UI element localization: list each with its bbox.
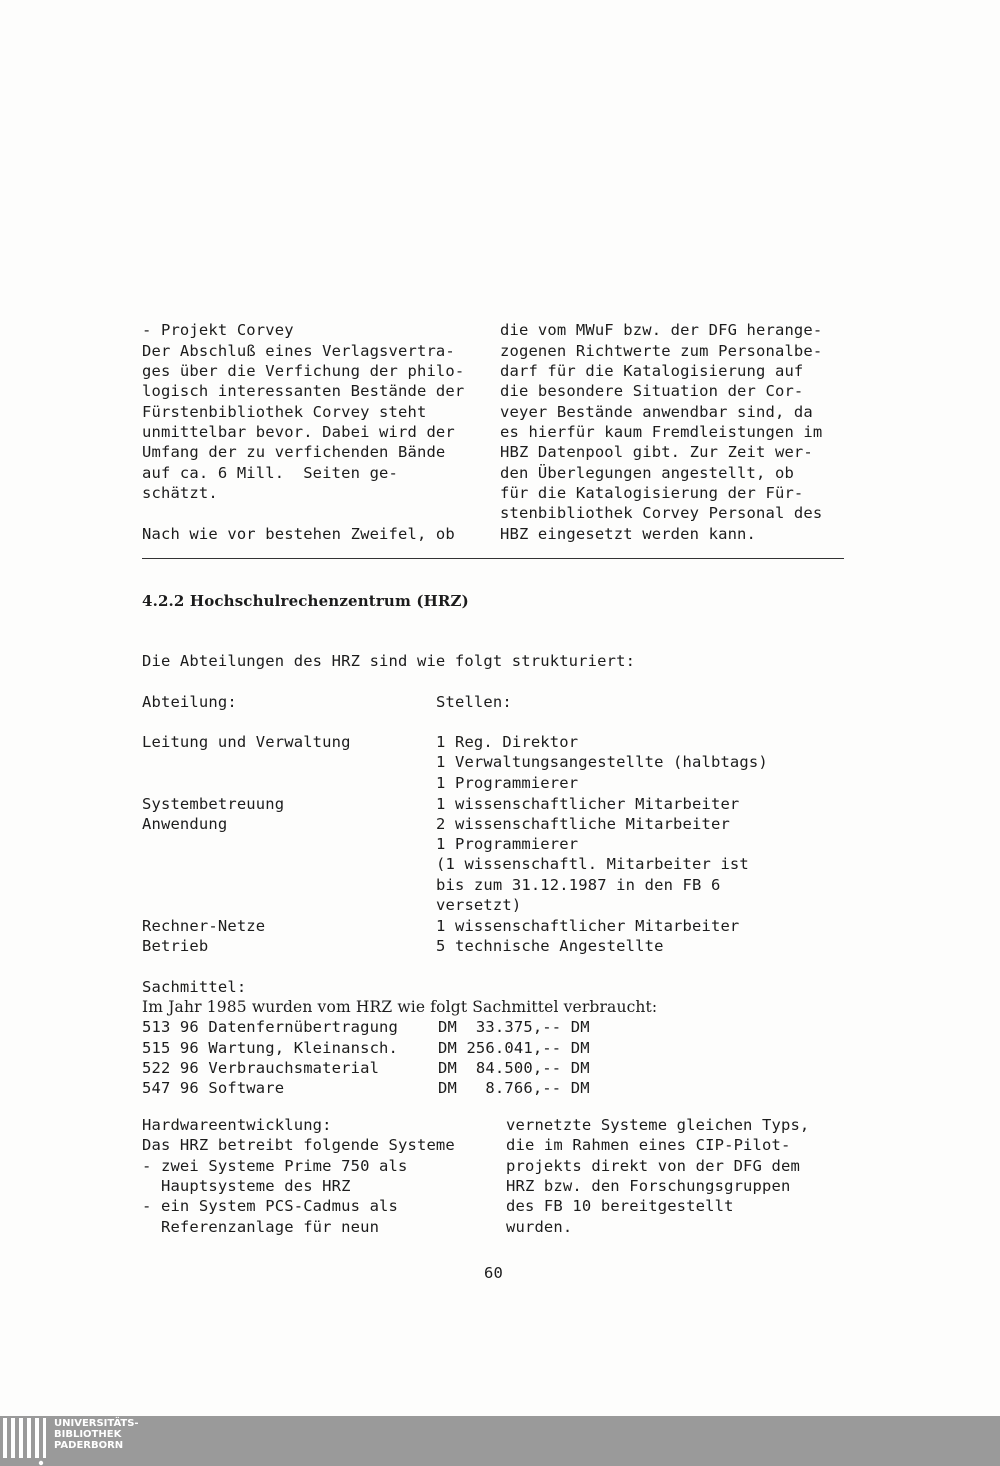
text-line: HRZ bzw. den Forschungsgruppen (506, 1177, 791, 1195)
logo-line: BIBLIOTHEK (54, 1429, 122, 1440)
text-line: Umfang der zu verfichenden Bände (142, 443, 446, 461)
library-logo-icon (0, 1416, 50, 1466)
expense-label: 547 96 Software (142, 1079, 285, 1097)
text-line: veyer Bestände anwendbar sind, da (500, 403, 813, 421)
text-line: unmittelbar bevor. Dabei wird der (142, 423, 455, 441)
expense-amount: DM 33.375,-- DM (438, 1018, 590, 1036)
text-line: Nach wie vor bestehen Zweifel, ob (142, 525, 455, 543)
text-line: Hauptsysteme des HRZ (142, 1177, 351, 1195)
text-line: Referenzanlage für neun (142, 1218, 380, 1236)
text-line: auf ca. 6 Mill. Seiten ge- (142, 464, 399, 482)
page-number: 60 (484, 1264, 503, 1282)
horizontal-divider (142, 558, 844, 559)
post-entry: 1 wissenschaftlicher Mitarbeiter (436, 917, 740, 935)
expense-amount: DM 84.500,-- DM (438, 1059, 590, 1077)
text-line: für die Katalogisierung der Für- (500, 484, 804, 502)
text-line: wurden. (506, 1218, 573, 1236)
post-entry: 1 Reg. Direktor (436, 733, 579, 751)
text-line: projekts direkt von der DFG dem (506, 1157, 800, 1175)
sachmittel-heading: Sachmittel: (142, 978, 247, 996)
text-line: vernetzte Systeme gleichen Typs, (506, 1116, 810, 1134)
expense-amount: DM 256.041,-- DM (438, 1039, 590, 1057)
post-entry: 1 Programmierer (436, 774, 579, 792)
text-line: zogenen Richtwerte zum Personalbe- (500, 342, 823, 360)
logo-line: UNIVERSITÄTS- (54, 1418, 139, 1429)
post-entry: bis zum 31.12.1987 in den FB 6 (436, 876, 721, 894)
department-label: Anwendung (142, 815, 228, 833)
text-line: Fürstenbibliothek Corvey steht (142, 403, 427, 421)
department-label: Rechner-Netze (142, 917, 266, 935)
post-entry: 1 Programmierer (436, 835, 579, 853)
text-line: die im Rahmen eines CIP-Pilot- (506, 1136, 791, 1154)
text-line: es hierfür kaum Fremdleistungen im (500, 423, 823, 441)
post-entry: 1 Verwaltungsangestellte (halbtags) (436, 753, 768, 771)
library-logo-text (54, 1418, 139, 1451)
text-line: die besondere Situation der Cor- (500, 382, 804, 400)
post-entry: 1 wissenschaftlicher Mitarbeiter (436, 795, 740, 813)
library-footer-bar (0, 1416, 1000, 1466)
expense-amount: DM 8.766,-- DM (438, 1079, 590, 1097)
expense-label: 515 96 Wartung, Kleinansch. (142, 1039, 399, 1057)
post-entry: (1 wissenschaftl. Mitarbeiter ist (436, 855, 749, 873)
text-line: stenbibliothek Corvey Personal des (500, 504, 823, 522)
text-line: HBZ eingesetzt werden kann. (500, 525, 757, 543)
section-heading: 4.2.2 Hochschulrechenzentrum (HRZ) (142, 592, 469, 610)
logo-line: PADERBORN (54, 1440, 124, 1451)
text-line: Das HRZ betreibt folgende Systeme (142, 1136, 455, 1154)
department-label: Leitung und Verwaltung (142, 733, 351, 751)
column-header-department: Abteilung: (142, 693, 237, 711)
text-line: Hardwareentwicklung: (142, 1116, 332, 1134)
intro-text: Die Abteilungen des HRZ sind wie folgt strukturiert: (142, 652, 636, 670)
sachmittel-intro: Im Jahr 1985 wurden vom HRZ wie folgt Sachmittel verbraucht: (142, 998, 658, 1016)
expense-label: 522 96 Verbrauchsmaterial (142, 1059, 380, 1077)
department-label: Systembetreuung (142, 795, 285, 813)
post-entry: 2 wissenschaftliche Mitarbeiter (436, 815, 730, 833)
text-line: ges über die Verfichung der philo- (142, 362, 465, 380)
column-header-posts: Stellen: (436, 693, 512, 711)
text-line: HBZ Datenpool gibt. Zur Zeit wer- (500, 443, 813, 461)
text-line: - zwei Systeme Prime 750 als (142, 1157, 408, 1175)
text-line: - ein System PCS-Cadmus als (142, 1197, 399, 1215)
text-line: Der Abschluß eines Verlagsvertra- (142, 342, 455, 360)
text-line: des FB 10 bereitgestellt (506, 1197, 734, 1215)
department-label: Betrieb (142, 937, 209, 955)
post-entry: versetzt) (436, 896, 522, 914)
text-line: logisch interessanten Bestände der (142, 382, 465, 400)
text-line: schätzt. (142, 484, 218, 502)
text-line: darf für die Katalogisierung auf (500, 362, 804, 380)
post-entry: 5 technische Angestellte (436, 937, 664, 955)
text-line: - Projekt Corvey (142, 321, 294, 339)
text-line: die vom MWuF bzw. der DFG herange- (500, 321, 823, 339)
expense-label: 513 96 Datenfernübertragung (142, 1018, 399, 1036)
text-line: den Überlegungen angestellt, ob (500, 464, 794, 482)
